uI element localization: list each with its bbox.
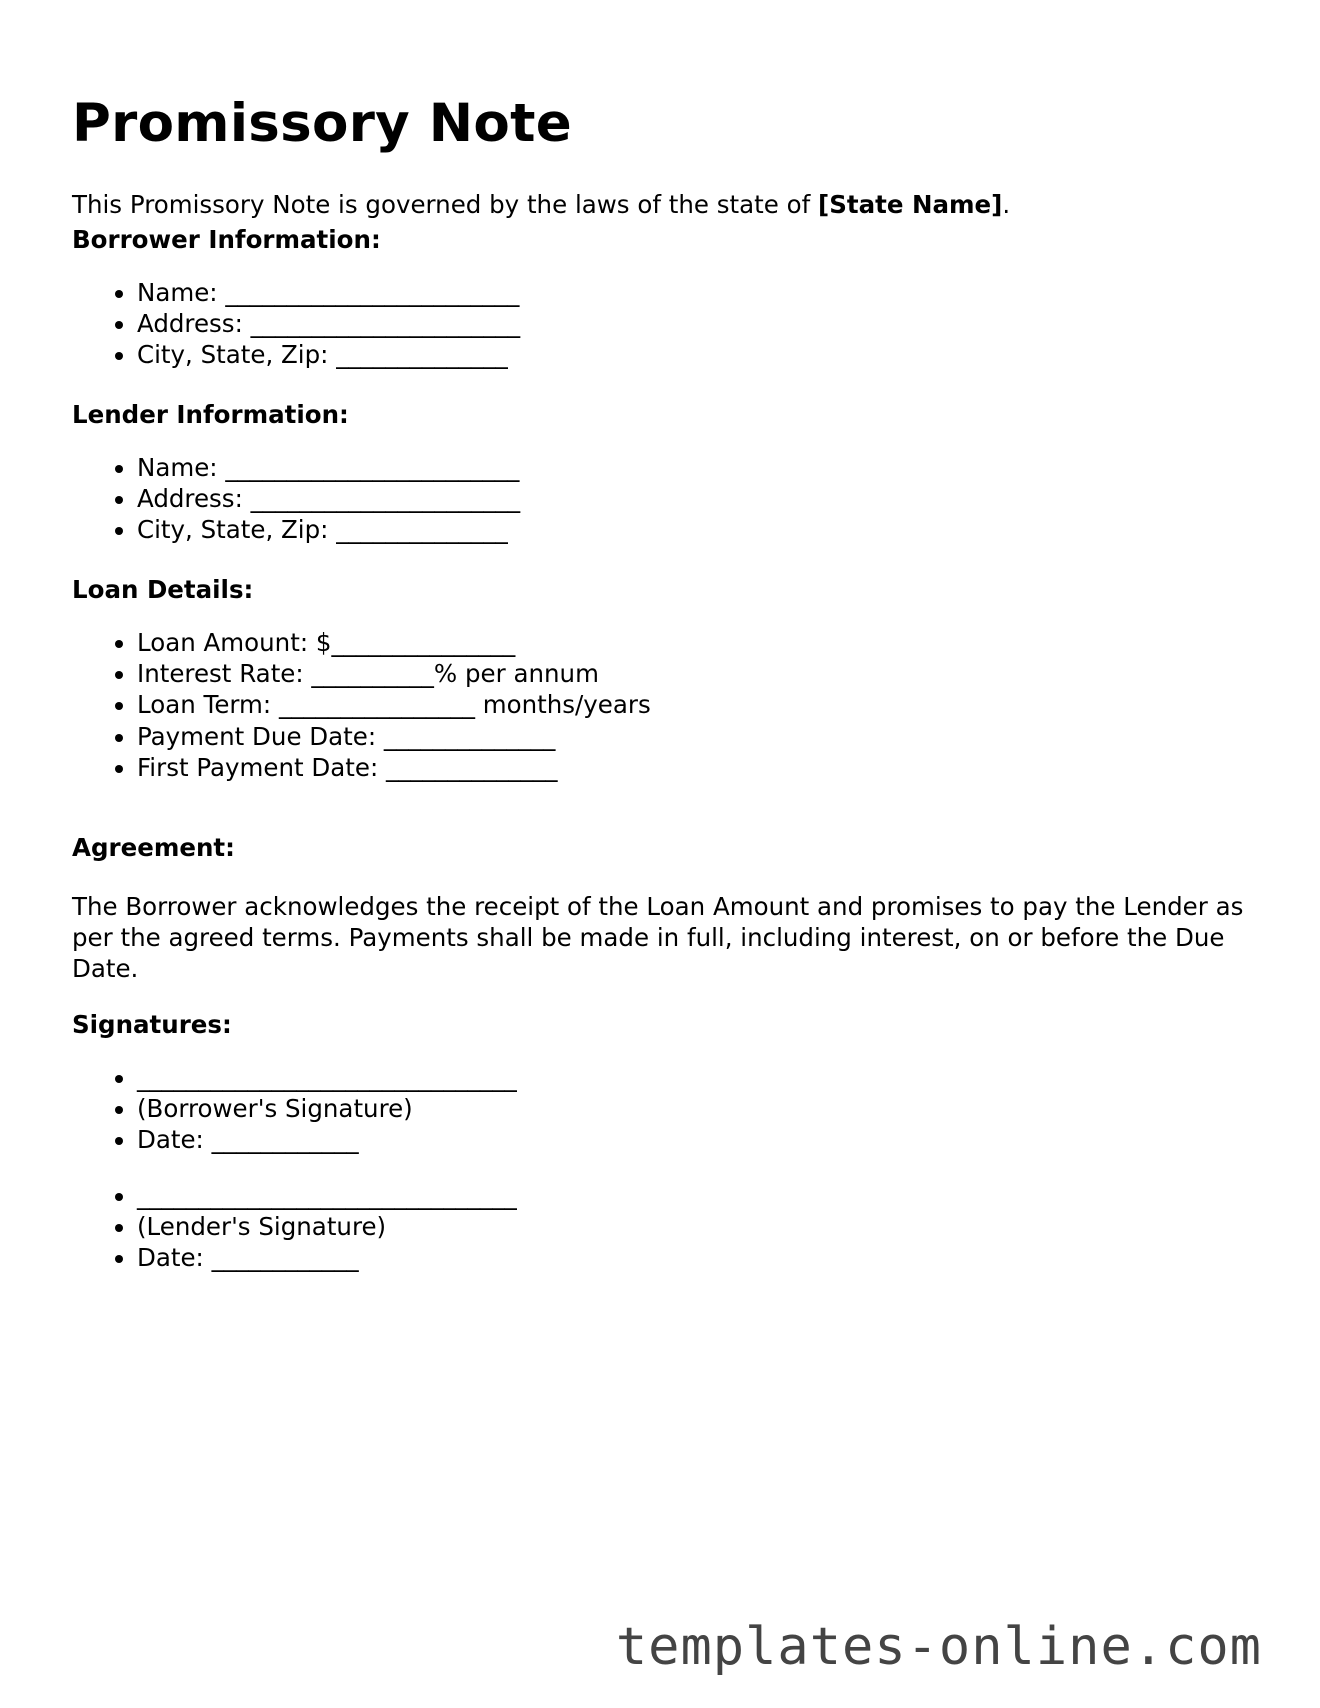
lender-date-field: • Date: ____________ [137,1242,517,1273]
agreement-text: The Borrower acknowledges the receipt of the Loan Amount and promises to pay the Lender as per the agreed terms. Payments shall be made in full, including interest, on or before the Due Date. [72,892,1244,983]
page-title: Promissory Note [72,93,572,154]
borrower-signature-label: • (Borrower's Signature) [137,1093,517,1124]
borrower-address-field: • Address: ______________________ [137,308,520,339]
lender-name-field: • Name: ________________________ [137,452,520,483]
payment-due-date-field: • Payment Due Date: ______________ [137,721,651,752]
loan-details-heading: Loan Details: [72,575,254,604]
interest-rate-field: • Interest Rate: __________% per annum [137,658,651,689]
signatures-heading: Signatures: [72,1010,232,1039]
lender-fields [72,452,520,546]
lender-signature-line: • _______________________________ [137,1180,517,1211]
lender-city-state-zip-field: • City, State, Zip: ______________ [137,514,520,545]
borrower-fields [72,277,520,371]
loan-details-fields [72,627,651,783]
loan-term-field: • Loan Term: ________________ months/years [137,689,651,720]
lender-address-field: • Address: ______________________ [137,483,520,514]
state-name-placeholder: [State Name] [818,190,1003,219]
lender-signature-label: • (Lender's Signature) [137,1211,517,1242]
intro-paragraph [72,188,1010,222]
intro-suffix: . [1002,190,1011,219]
agreement-heading: Agreement: [72,833,235,862]
lender-heading: Lender Information: [72,400,349,429]
borrower-heading: Borrower Information: [72,225,381,254]
lender-signature-block [72,1180,517,1274]
borrower-name-field: • Name: ________________________ [137,277,520,308]
borrower-city-state-zip-field: • City, State, Zip: ______________ [137,339,520,370]
watermark-text: templates-online.com [615,1617,1262,1677]
borrower-date-field: • Date: ____________ [137,1124,517,1155]
borrower-signature-block [72,1062,517,1156]
loan-amount-field: • Loan Amount: $_______________ [137,627,651,658]
first-payment-date-field: • First Payment Date: ______________ [137,752,651,783]
intro-text: This Promissory Note is governed by the laws of the state of [72,190,819,219]
borrower-signature-line: • _______________________________ [137,1062,517,1093]
